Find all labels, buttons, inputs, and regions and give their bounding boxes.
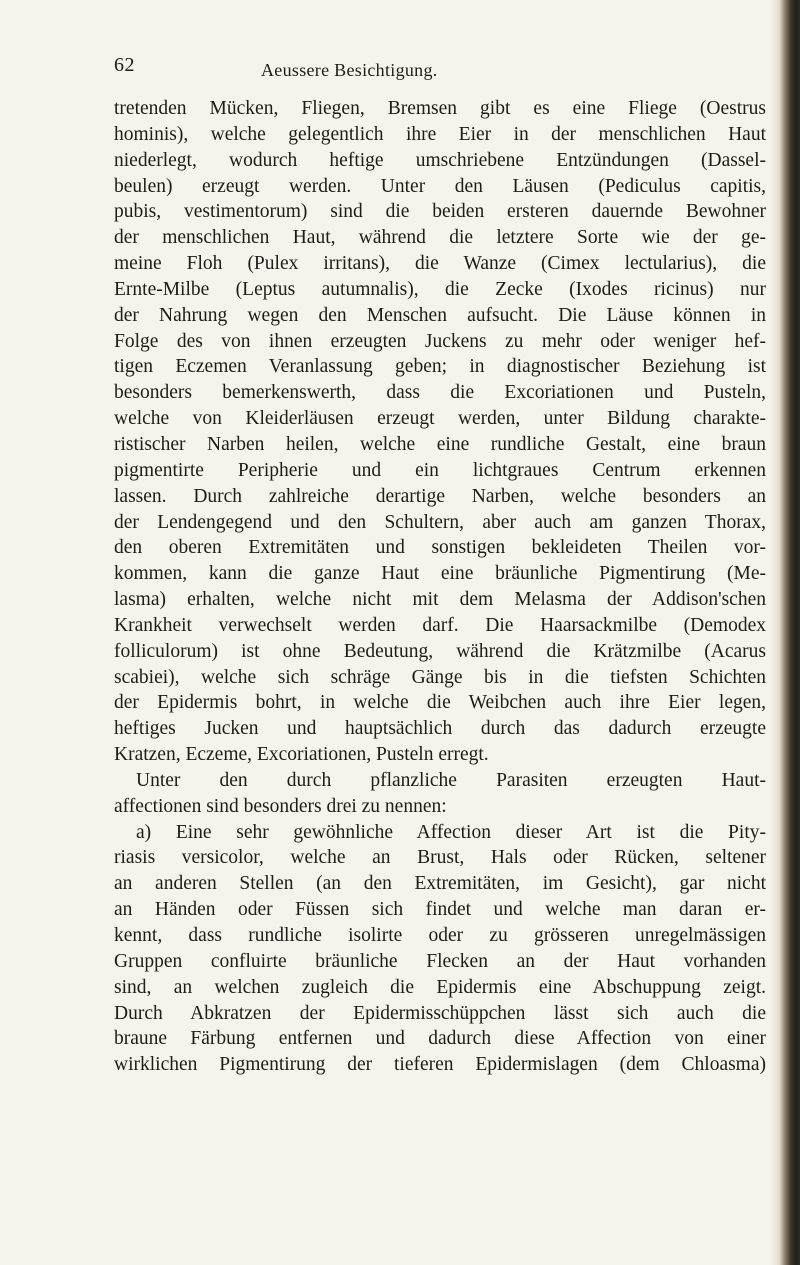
- text-line: an Händen oder Füssen sich findet und welche man daran er-: [114, 899, 766, 921]
- text-line: den oberen Extremitäten und sonstigen bekleideten Theilen vor-: [114, 537, 766, 559]
- text-line: pubis, vestimentorum) sind die beiden ersteren dauernde Bewohner: [114, 201, 766, 223]
- text-line: meine Floh (Pulex irritans), die Wanze (Cimex lectularius), die: [114, 253, 766, 275]
- text-line: beulen) erzeugt werden. Unter den Läusen (Pediculus capitis,: [114, 175, 766, 197]
- text-line: an anderen Stellen (an den Extremitäten, im Gesicht), gar nicht: [114, 873, 766, 895]
- text-line: der Epidermis bohrt, in welche die Weibchen auch ihre Eier legen,: [114, 692, 766, 714]
- text-line: kommen, kann die ganze Haut eine bräunliche Pigmentirung (Me-: [114, 563, 766, 585]
- text-line: scabiei), welche sich schräge Gänge bis in die tiefsten Schichten: [114, 666, 766, 688]
- text-line: braune Färbung entfernen und dadurch diese Affection von einer: [114, 1028, 766, 1050]
- text-line: affectionen sind besonders drei zu nennen:: [114, 795, 447, 817]
- text-line: lasma) erhalten, welche nicht mit dem Melasma der Addison'schen: [114, 589, 766, 611]
- text-line: a) Eine sehr gewöhnliche Affection dieser Art ist die Pity-: [136, 821, 766, 843]
- text-line: ristischer Narben heilen, welche eine rundliche Gestalt, eine braun: [114, 433, 766, 455]
- text-line: Gruppen confluirte bräunliche Flecken an der Haut vorhanden: [114, 950, 766, 972]
- text-line: heftiges Jucken und hauptsächlich durch das dadurch erzeugte: [114, 718, 766, 740]
- book-binding-edge: [780, 0, 800, 1265]
- text-line: Folge des von ihnen erzeugten Juckens zu mehr oder weniger hef-: [114, 330, 766, 352]
- text-line: pigmentirte Peripherie und ein lichtgraues Centrum erkennen: [114, 459, 766, 481]
- text-line: der Nahrung wegen den Menschen aufsucht. Die Läuse können in: [114, 304, 766, 326]
- text-line: Durch Abkratzen der Epidermisschüppchen lässt sich auch die: [114, 1002, 766, 1024]
- text-line: Krankheit verwechselt werden darf. Die Haarsackmilbe (Demodex: [114, 614, 766, 636]
- text-line: lassen. Durch zahlreiche derartige Narben, welche besonders an: [114, 485, 766, 507]
- text-line: riasis versicolor, welche an Brust, Hals oder Rücken, seltener: [114, 847, 766, 869]
- text-line: folliculorum) ist ohne Bedeutung, während die Krätzmilbe (Acarus: [114, 640, 766, 662]
- text-line: der Lendengegend und den Schultern, aber auch am ganzen Thorax,: [114, 511, 766, 533]
- text-line: besonders bemerkenswerth, dass die Excoriationen und Pusteln,: [114, 382, 766, 404]
- text-line: kennt, dass rundliche isolirte oder zu grösseren unregelmässigen: [114, 925, 766, 946]
- text-line: welche von Kleiderläusen erzeugt werden, unter Bildung charakte-: [114, 408, 766, 430]
- page-header: [0, 54, 780, 84]
- text-line: wirklichen Pigmentirung der tieferen Epidermislagen (dem Chloasma): [114, 1054, 766, 1076]
- text-line: niederlegt, wodurch heftige umschriebene Entzündungen (Dassel-: [114, 149, 766, 171]
- text-line: tigen Eczemen Veranlassung geben; in diagnostischer Beziehung ist: [114, 356, 766, 378]
- text-line: Ernte-Milbe (Leptus autumnalis), die Zecke (Ixodes ricinus) nur: [114, 278, 766, 300]
- text-line: Kratzen, Eczeme, Excoriationen, Pusteln erregt.: [114, 744, 489, 766]
- text-line: Unter den durch pflanzliche Parasiten erzeugten Haut-: [136, 769, 766, 791]
- page-edge-shadow: [770, 0, 780, 1265]
- text-line: sind, an welchen zugleich die Epidermis eine Abschuppung zeigt.: [114, 976, 766, 998]
- text-line: tretenden Mücken, Fliegen, Bremsen gibt es eine Fliege (Oestrus: [114, 98, 766, 119]
- page-number: 62: [114, 54, 135, 76]
- text-line: der menschlichen Haut, während die letztere Sorte wie der ge-: [114, 227, 766, 249]
- running-head: Aeussere Besichtigung.: [261, 60, 438, 80]
- text-line: hominis), welche gelegentlich ihre Eier in der menschlichen Haut: [114, 123, 766, 145]
- body-text: [114, 96, 766, 1078]
